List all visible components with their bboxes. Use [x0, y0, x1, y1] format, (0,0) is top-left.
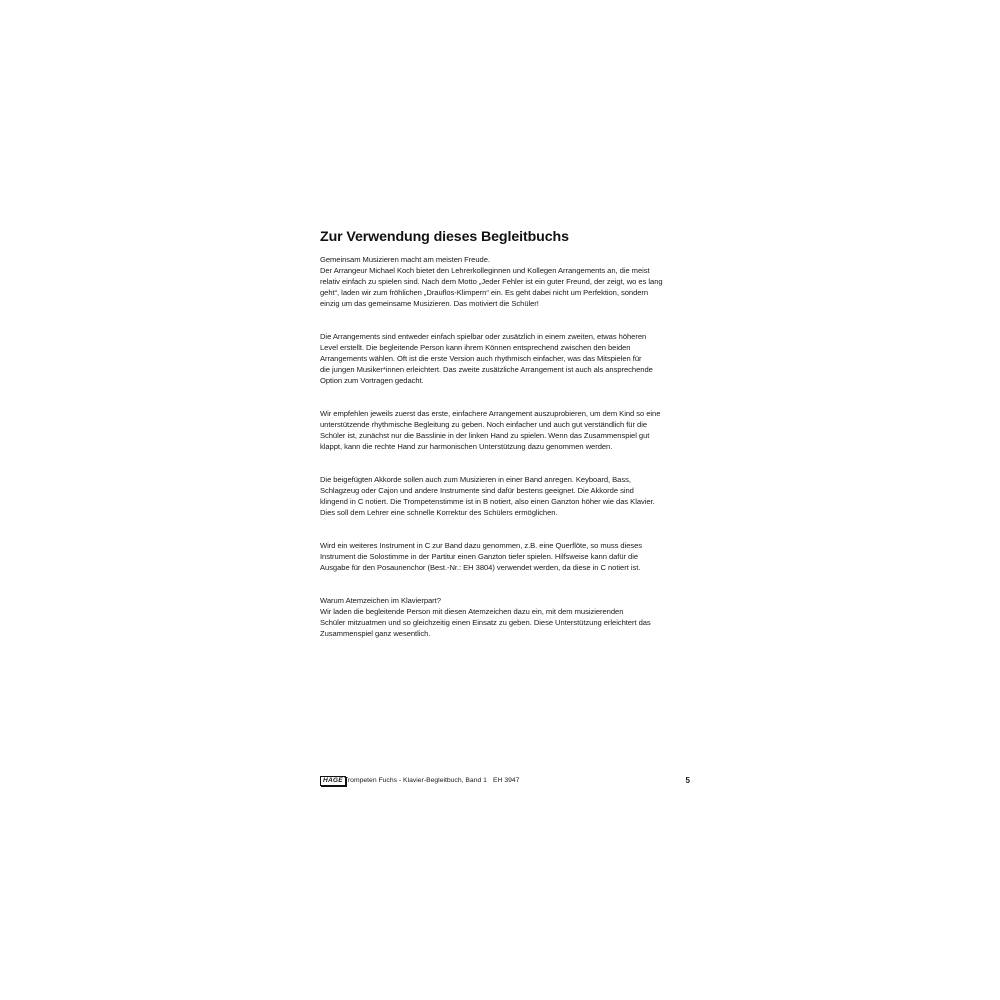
paragraph-c-instrument	[320, 540, 690, 573]
text-line: einzig um das gemeinsame Musizieren. Das motiviert die Schüler!	[320, 299, 539, 308]
page-content	[320, 228, 690, 639]
publisher-logo: HAGE	[320, 776, 346, 786]
text-line: Die Arrangements sind entweder einfach spielbar oder zusätzlich in einem zweiten, etwas höheren	[320, 332, 647, 341]
text-line: Arrangements wählen. Oft ist die erste Version auch rhythmisch einfacher, was das Mitspielen für	[320, 354, 642, 363]
paragraph-spacer	[320, 518, 690, 540]
paragraph-intro	[320, 254, 690, 309]
paragraph-spacer	[320, 309, 690, 331]
text-line: klappt, kann die rechte Hand zur harmonischen Unterstützung dazu genommen werden.	[320, 442, 613, 451]
paragraph-recommendation	[320, 408, 690, 452]
text-line: unterstützende rhythmische Begleitung zu geben. Noch einfacher und auch gut verständlich für die	[320, 420, 648, 429]
footer-book-title: Trompeten Fuchs - Klavier-Begleitbuch, Band 1	[344, 777, 487, 784]
text-line: Gemeinsam Musizieren macht am meisten Freude.	[320, 255, 490, 264]
text-line: Schüler mitzuatmen und so gleichzeitig einen Einsatz zu geben. Diese Unterstützung erleichtert das	[320, 618, 651, 627]
text-line: Der Arrangeur Michael Koch bietet den Lehrerkolleginnen und Kollegen Arrangements an, die meist	[320, 266, 650, 275]
paragraph-spacer	[320, 573, 690, 595]
text-line: Wir empfehlen jeweils zuerst das erste, einfachere Arrangement auszuprobieren, um dem Kind so eine	[320, 409, 661, 418]
footer-catalog-number: EH 3947	[493, 777, 520, 784]
text-line: Level erstellt. Die begleitende Person kann ihrem Können entsprechend zwischen den beiden	[320, 343, 631, 352]
paragraph-chords	[320, 474, 690, 518]
paragraph-breath-marks	[320, 595, 690, 639]
page-footer	[320, 775, 690, 787]
text-line: Instrument die Solostimme in der Partitur einen Ganzton tiefer spielen. Hilfsweise kann dafür die	[320, 552, 639, 561]
text-line: Schüler ist, zunächst nur die Basslinie in der linken Hand zu spielen. Wenn das Zusammenspiel gut	[320, 431, 650, 440]
paragraph-spacer	[320, 452, 690, 474]
text-line: Warum Atemzeichen im Klavierpart?	[320, 596, 441, 605]
text-line: geht“, laden wir zum fröhlichen „Drauflos-Klimpern“ ein. Es geht dabei nicht um Perfektion, sondern	[320, 288, 649, 297]
text-line: Schlagzeug oder Cajon und andere Instrumente sind dafür bestens geeignet. Die Akkorde sind	[320, 486, 634, 495]
text-line: Option zum Vortragen gedacht.	[320, 376, 424, 385]
text-line: Ausgabe für den Posaunenchor (Best.-Nr.: EH 3804) verwendet werden, da diese in C notiert ist.	[320, 563, 641, 572]
page-title: Zur Verwendung dieses Begleitbuchs	[320, 229, 569, 245]
paragraph-spacer	[320, 386, 690, 408]
text-line: Die beigefügten Akkorde sollen auch zum Musizieren in einer Band anregen. Keyboard, Bass,	[320, 475, 631, 484]
text-line: Zusammenspiel ganz wesentlich.	[320, 629, 431, 638]
text-line: relativ einfach zu spielen sind. Nach dem Motto „Jeder Fehler ist ein guter Freund, der zeigt, wo es lang	[320, 277, 663, 286]
text-line: Dies soll dem Lehrer eine schnelle Korrektur des Schülers ermöglichen.	[320, 508, 558, 517]
paragraph-arrangements	[320, 331, 690, 386]
page-number: 5	[685, 776, 690, 785]
text-line: Wir laden die begleitende Person mit diesen Atemzeichen dazu ein, mit dem musizierenden	[320, 607, 624, 616]
text-line: Wird ein weiteres Instrument in C zur Band dazu genommen, z.B. eine Querflöte, so muss dieses	[320, 541, 643, 550]
text-line: die jungen Musiker*innen erleichtert. Das zweite zusätzliche Arrangement ist auch als ansprechende	[320, 365, 653, 374]
text-line: klingend in C notiert. Die Trompetenstimme ist in B notiert, also einen Ganzton höher wie das Klavier.	[320, 497, 655, 506]
